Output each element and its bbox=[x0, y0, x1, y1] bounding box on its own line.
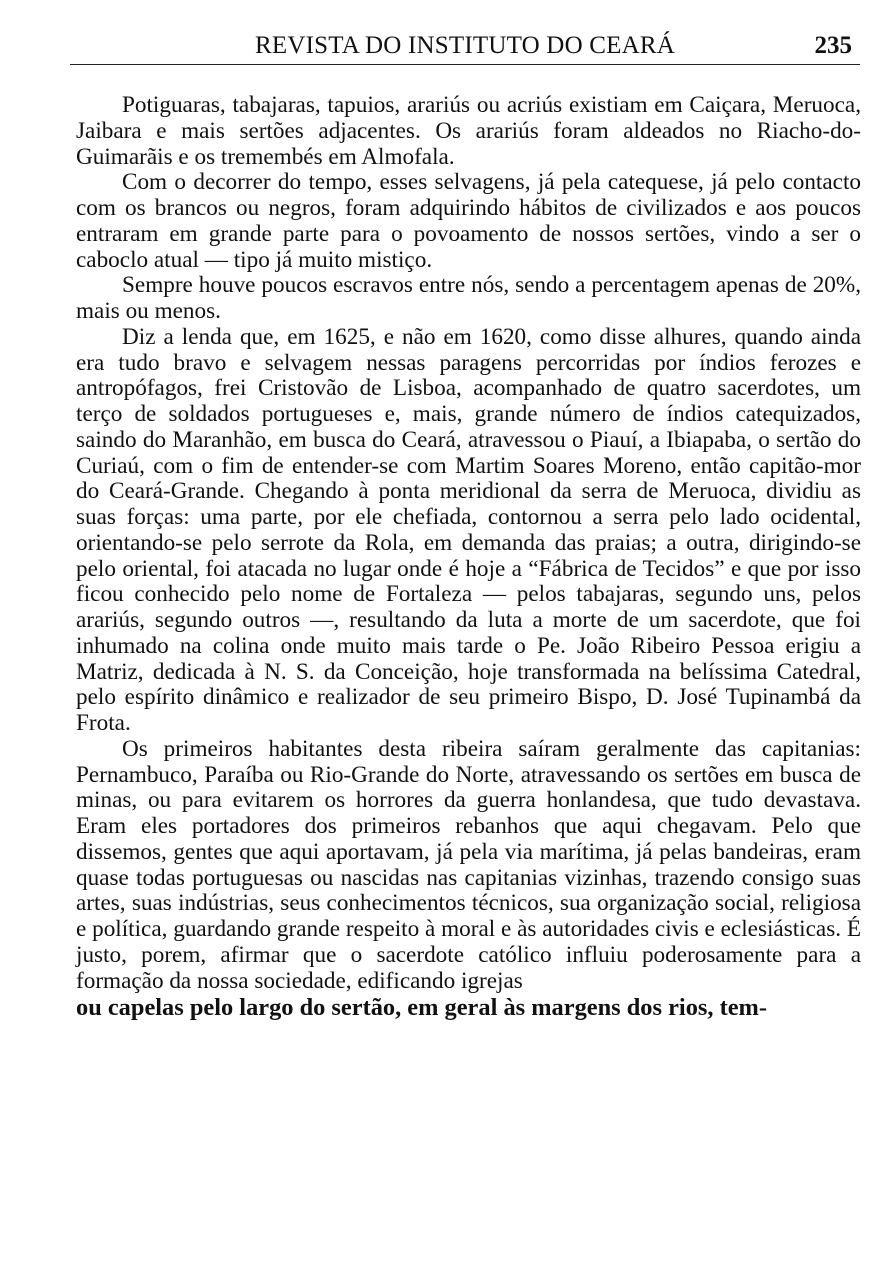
running-header bbox=[70, 28, 860, 65]
paragraph-slaves: Sempre houve poucos escravos entre nós, sendo a percentagem apenas de 20%, mais ou menos. bbox=[76, 272, 861, 324]
body-text bbox=[76, 93, 861, 1021]
paragraph-civilization: Com o decorrer do tempo, esses selvagens, já pela catequese, já pelo contacto com os brancos ou negros, foram adquirindo hábitos de civilizados e aos poucos entraram em grande parte para o povoamento de nossos sertões, vindo a ser o caboclo atual — tipo já muito mistiço. bbox=[76, 169, 861, 273]
paragraph-first-inhabitants: Os primeiros habitantes desta ribeira saíram geralmente das capitanias: Pernambuco, Paraíba ou Rio-Grande do Norte, atravessando os sertões em busca de minas, ou para evitarem os horrores da guerra honlandesa, que tudo devastava. Eram eles portadores dos primeiros rebanhos que aqui chegavam. Pelo que dissemos, gentes que aqui aportavam, já pela via marítima, já pelas bandeiras, eram quase todas portuguesas ou nascidas nas capitanias vizinhas, trazendo consigo suas artes, suas indústrias, seus conhecimentos técnicos, sua organização social, religiosa e política, guardando grande respeito à moral e às autoridades civis e eclesiásticas. É justo, porem, afirmar que o sacerdote católico influiu poderosamente para a formação da nossa sociedade, edificando igrejas bbox=[76, 735, 861, 994]
running-title: REVISTA DO INSTITUTO DO CEARÁ bbox=[255, 32, 675, 59]
paragraph-final-line: ou capelas pelo largo do sertão, em geral às margens dos rios, tem- bbox=[76, 994, 767, 1022]
paragraph-indigenous-tribes: Potiguaras, tabajaras, tapuios, arariús ou acriús existiam em Caiçara, Meruoca, Jaibara e mais sertões adjacentes. Os arariús foram aldeados no Riacho-do-Guimarãis e os tremembés em Almofala. bbox=[76, 92, 861, 170]
page-number: 235 bbox=[814, 32, 852, 59]
paragraph-legend: Diz a lenda que, em 1625, e não em 1620, como disse alhures, quando ainda era tudo bravo e selvagem nessas paragens percorridas por índios ferozes e antropófagos, frei Cristovão de Lisboa, acompanhado de quatro sacerdotes, um terço de soldados portugueses e, mais, grande número de índios catequizados, saindo do Maranhão, em busca do Ceará, atravessou o Piauí, a Ibiapaba, o sertão do Curiaú, com o fim de entender-se com Martim Soares Moreno, então capitão-mor do Ceará-Grande. Chegando à ponta meridional da serra de Meruoca, dividiu as suas forças: uma parte, por ele chefiada, contornou a serra pelo lado ocidental, orientando-se pelo serrote da Rola, em demanda das praias; a outra, dirigindo-se pelo oriental, foi atacada no lugar onde é hoje a “Fábrica de Tecidos” e que por isso ficou conhecido pelo nome de Fortaleza — pelos tabajaras, segundo uns, pelos arariús, segundo outros —, resultando da luta a morte de um sacerdote, que foi inhumado na colina onde muito mais tarde o Pe. João Ribeiro Pessoa erigiu a Matriz, dedicada à N. S. da Conceição, hoje transformada na belíssima Catedral, pelo espírito dinâmico e realizador de seu primeiro Bispo, D. José Tupinambá da Frota. bbox=[76, 323, 861, 736]
